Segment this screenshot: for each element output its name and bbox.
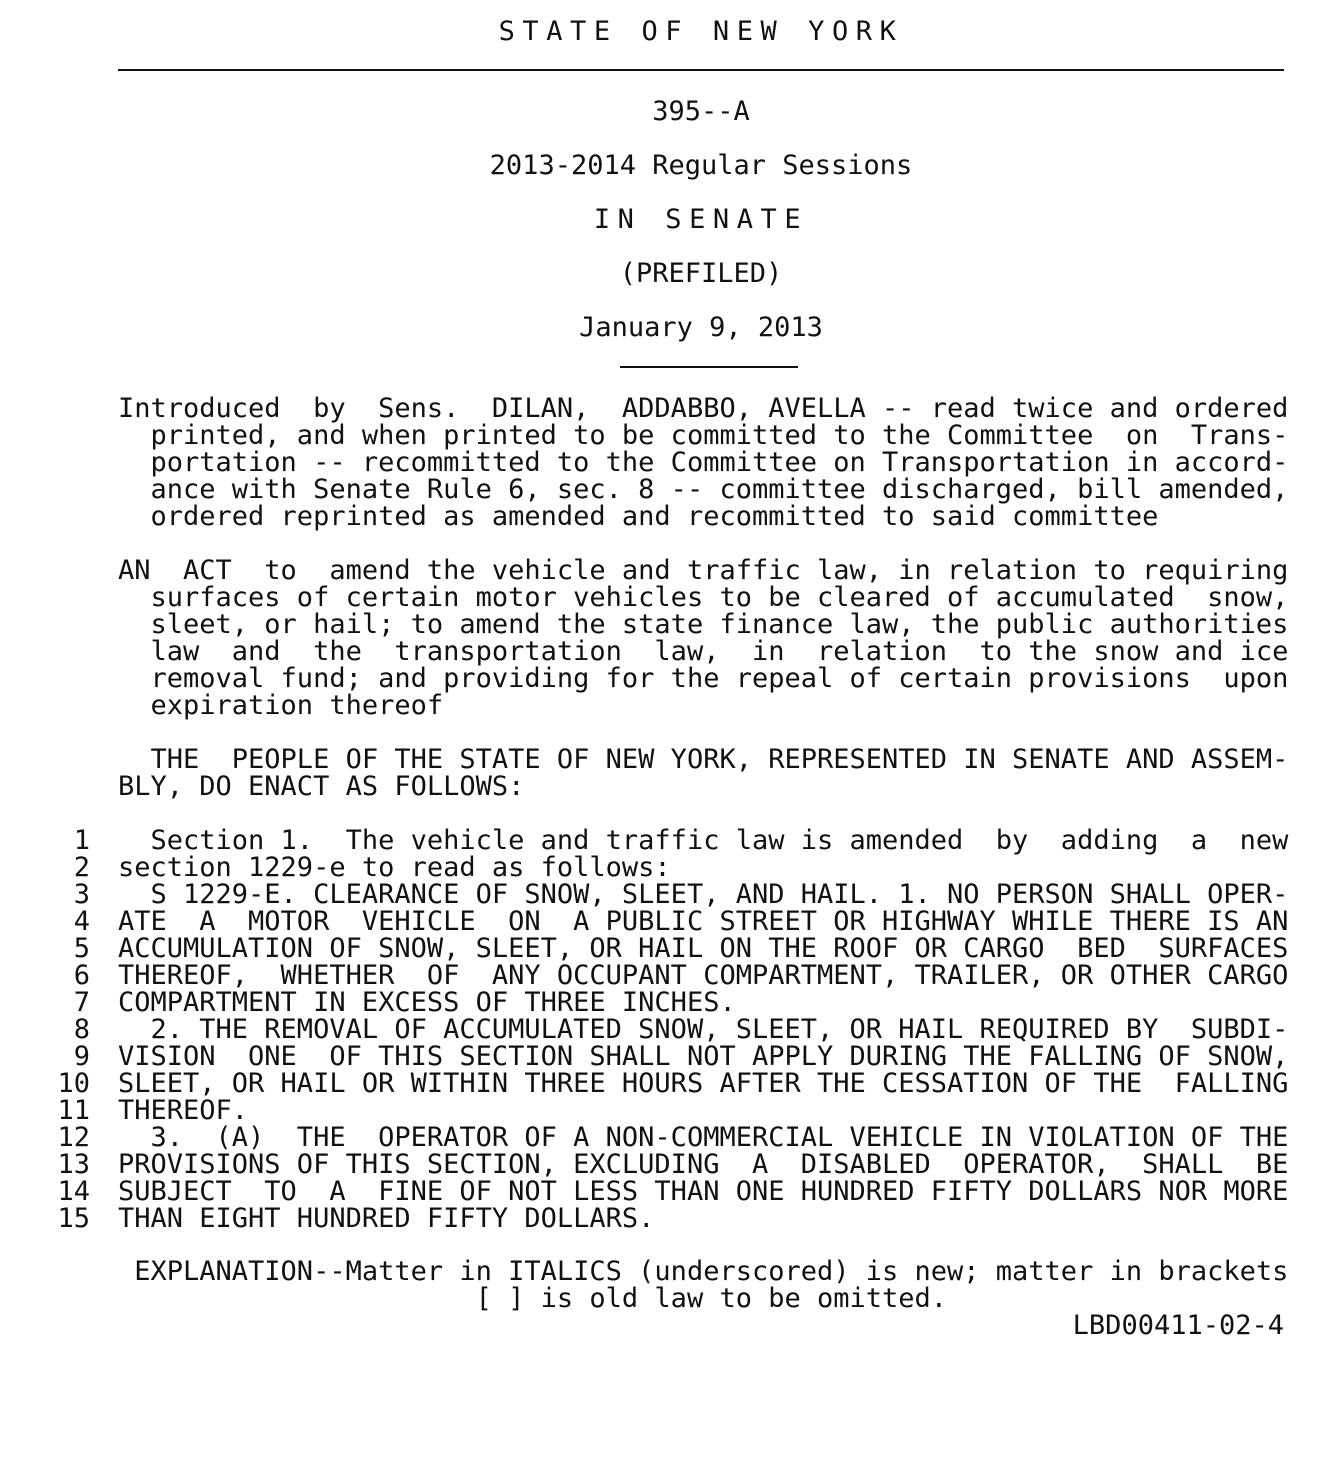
introduction-line: ance with Senate Rule 6, sec. 8 -- committee discharged, bill amended, (118, 474, 1289, 505)
header-rule (118, 69, 1284, 71)
line-number: 6 (73, 960, 90, 991)
chamber: IN SENATE (593, 204, 809, 235)
line-number: 10 (57, 1068, 90, 1099)
body-line: VISION ONE OF THIS SECTION SHALL NOT APPLY DURING THE FALLING OF SNOW, (118, 1041, 1289, 1072)
bill-date: January 9, 2013 (579, 312, 823, 343)
body-line: PROVISIONS OF THIS SECTION, EXCLUDING A DISABLED OPERATOR, SHALL BE (118, 1149, 1289, 1180)
introduction-line: ordered reprinted as amended and recommitted to said committee (118, 501, 1159, 532)
introduction-line: printed, and when printed to be committed to the Committee on Trans- (118, 420, 1289, 451)
body-line: section 1229-e to read as follows: (118, 852, 671, 883)
date-rule (620, 366, 798, 368)
introduction-line: Introduced by Sens. DILAN, ADDABBO, AVELLA -- read twice and ordered (118, 393, 1289, 424)
act-line: law and the transportation law, in relation to the snow and ice (118, 636, 1289, 667)
line-number: 12 (57, 1122, 90, 1153)
act-line: removal fund; and providing for the repeal of certain provisions upon (118, 663, 1289, 694)
body-line: S 1229-E. CLEARANCE OF SNOW, SLEET, AND HAIL. 1. NO PERSON SHALL OPER- (118, 879, 1289, 910)
body-line: THEREOF. (118, 1095, 249, 1126)
line-number: 1 (73, 825, 90, 856)
body-line: ATE A MOTOR VEHICLE ON A PUBLIC STREET OR HIGHWAY WHILE THERE IS AN (118, 906, 1289, 937)
line-number: 8 (73, 1014, 90, 1045)
line-number: 5 (73, 933, 90, 964)
body-line: Section 1. The vehicle and traffic law is amended by adding a new (118, 825, 1289, 856)
body-line: THEREOF, WHETHER OF ANY OCCUPANT COMPARTMENT, TRAILER, OR OTHER CARGO (118, 960, 1289, 991)
body-line: ACCUMULATION OF SNOW, SLEET, OR HAIL ON THE ROOF OR CARGO BED SURFACES (118, 933, 1289, 964)
body-line: THAN EIGHT HUNDRED FIFTY DOLLARS. (118, 1203, 655, 1234)
line-number: 11 (57, 1095, 90, 1126)
line-number: 15 (57, 1203, 90, 1234)
enacting-line: BLY, DO ENACT AS FOLLOWS: (118, 771, 525, 802)
enacting-line: THE PEOPLE OF THE STATE OF NEW YORK, REPRESENTED IN SENATE AND ASSEM- (118, 744, 1289, 775)
line-number: 4 (73, 906, 90, 937)
state-heading: STATE OF NEW YORK (498, 16, 904, 47)
body-line: 3. (A) THE OPERATOR OF A NON-COMMERCIAL VEHICLE IN VIOLATION OF THE (118, 1122, 1289, 1153)
line-number: 7 (73, 987, 90, 1018)
prefiled: (PREFILED) (619, 258, 783, 289)
explanation-line: [ ] is old law to be omitted. (118, 1283, 948, 1314)
line-number: 2 (73, 852, 90, 883)
act-line: sleet, or hail; to amend the state finance law, the public authorities (118, 609, 1289, 640)
explanation-line: EXPLANATION--Matter in ITALICS (underscored) is new; matter in brackets (118, 1256, 1289, 1287)
line-number: 13 (57, 1149, 90, 1180)
act-line: AN ACT to amend the vehicle and traffic law, in relation to requiring (118, 555, 1289, 586)
document-code: LBD00411-02-4 (1072, 1310, 1284, 1341)
body-line: SUBJECT TO A FINE OF NOT LESS THAN ONE HUNDRED FIFTY DOLLARS NOR MORE (118, 1176, 1289, 1207)
act-line: surfaces of certain motor vehicles to be cleared of accumulated snow, (118, 582, 1289, 613)
body-line: 2. THE REMOVAL OF ACCUMULATED SNOW, SLEET, OR HAIL REQUIRED BY SUBDI- (118, 1014, 1289, 1045)
act-line: expiration thereof (118, 690, 444, 721)
sessions: 2013-2014 Regular Sessions (489, 150, 913, 181)
bill-number: 395--A (652, 96, 750, 127)
introduction-line: portation -- recommitted to the Committee on Transportation in accord- (118, 447, 1289, 478)
body-line: COMPARTMENT IN EXCESS OF THREE INCHES. (118, 987, 736, 1018)
body-line: SLEET, OR HAIL OR WITHIN THREE HOURS AFTER THE CESSATION OF THE FALLING (118, 1068, 1289, 1099)
line-number: 14 (57, 1176, 90, 1207)
line-number: 9 (73, 1041, 90, 1072)
line-number: 3 (73, 879, 90, 910)
